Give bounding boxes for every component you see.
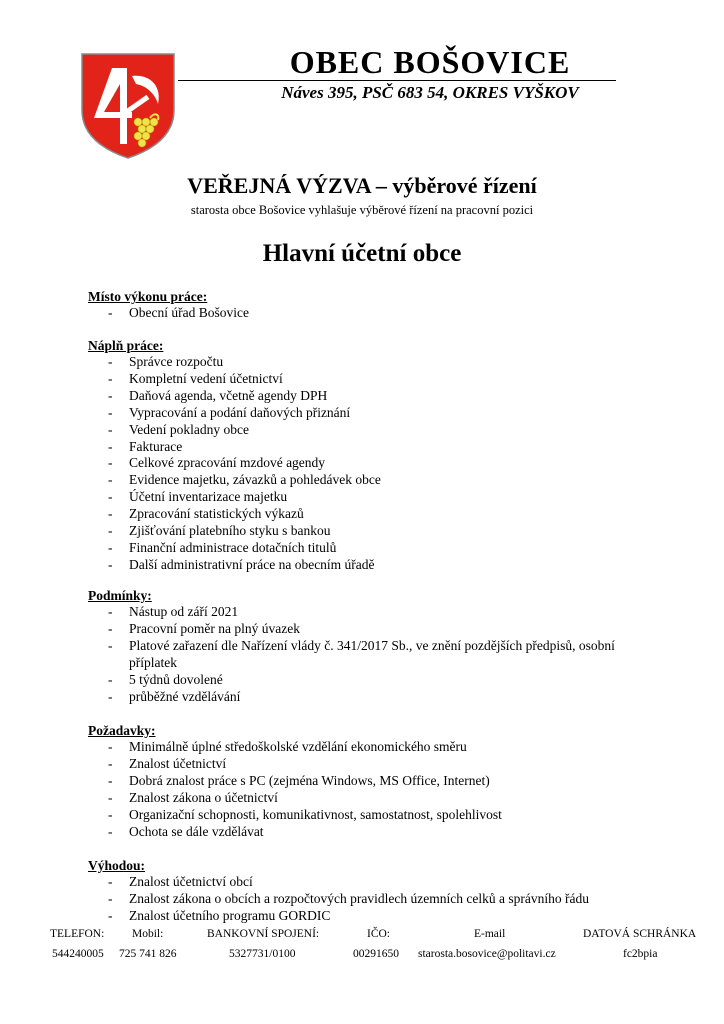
section-heading: Náplň práce: xyxy=(88,338,164,353)
section-heading: Místo výkonu práce: xyxy=(88,289,208,304)
list-item: - Znalost zákona o účetnictví xyxy=(108,789,278,805)
item-list xyxy=(88,874,688,925)
list-item: - Znalost účetnictví xyxy=(108,755,227,771)
item-list xyxy=(88,305,688,322)
footer-label-bank: BANKOVNÍ SPOJENÍ: xyxy=(207,928,320,940)
list-item: - Vedení pokladny obce xyxy=(108,421,249,437)
list-item: - Znalost zákona o obcích a rozpočtových pravidlech územních celků a správního řádu xyxy=(108,890,589,906)
list-item: - Pracovní poměr na plný úvazek xyxy=(108,620,300,636)
footer-phone: 544240005 xyxy=(52,948,104,960)
footer-email[interactable]: starosta.bosovice@politavi.cz xyxy=(418,948,556,960)
list-item: - průběžné vzdělávání xyxy=(108,688,241,704)
section-heading: Výhodou: xyxy=(88,858,146,873)
list-item: - Platové zařazení dle Nařízení vlády č. 341/2017 Sb., ve znění pozdějších předpisů, osobní příplatek xyxy=(108,637,615,670)
page-subtitle: starosta obce Bošovice vyhlašuje výběrové řízení na pracovní pozici xyxy=(190,203,534,217)
list-item: - Znalost účetního programu GORDIC xyxy=(108,907,331,923)
section-advantages xyxy=(88,857,688,925)
list-item: - Vypracování a podání daňových přiznání xyxy=(108,404,351,420)
list-item: - Ochota se dále vzdělávat xyxy=(108,823,264,839)
list-item: - Organizační schopnosti, komunikativnost, samostatnost, spolehlivost xyxy=(108,806,502,822)
footer-mobile: 725 741 826 xyxy=(119,948,177,960)
list-item: - 5 týdnů dovolené xyxy=(108,671,223,687)
section-heading: Požadavky: xyxy=(88,723,156,738)
list-item: - Dobrá znalost práce s PC (zejména Windows, MS Office, Internet) xyxy=(108,772,490,788)
header-rule xyxy=(178,80,616,81)
footer-label-email: E-mail xyxy=(474,928,506,940)
list-item: - Celkové zpracování mzdové agendy xyxy=(108,455,326,471)
section-heading: Podmínky: xyxy=(88,588,152,603)
footer-label-ico: IČO: xyxy=(367,928,390,940)
footer-databox: fc2bpia xyxy=(623,948,658,960)
list-item: - Účetní inventarizace majetku xyxy=(108,489,288,505)
section-conditions xyxy=(88,587,688,705)
section-requirements xyxy=(88,722,688,840)
list-item: - Evidence majetku, závazků a pohledávek obce xyxy=(108,472,381,488)
item-list xyxy=(88,354,688,574)
list-item: - Další administrativní práce na obecním úřadě xyxy=(108,556,375,572)
footer-label-databox: DATOVÁ SCHRÁNKA xyxy=(583,928,697,940)
item-list xyxy=(88,604,618,705)
list-item: - Zjišťování platebního styku s bankou xyxy=(108,523,331,539)
section-job-duties xyxy=(88,337,688,574)
footer-bank-account: 5327731/0100 xyxy=(229,948,296,960)
list-item: - Fakturace xyxy=(108,438,183,454)
page-title: VEŘEJNÁ VÝZVA – výběrové řízení xyxy=(187,173,537,198)
list-item: - Nástup od září 2021 xyxy=(108,604,239,619)
list-item: - Zpracování statistických výkazů xyxy=(108,506,304,522)
list-item: - Minimálně úplné středoškolské vzdělání ekonomického směru xyxy=(108,739,467,754)
section-workplace xyxy=(88,288,688,322)
footer-ico: 00291650 xyxy=(353,948,399,960)
footer-label-phone: TELEFON: xyxy=(50,928,105,940)
org-name: OBEC BOŠOVICE xyxy=(289,44,571,80)
list-item: - Daňová agenda, včetně agendy DPH xyxy=(108,387,328,403)
position-title: Hlavní účetní obce xyxy=(262,240,462,267)
list-item: - Finanční administrace dotačních titulů xyxy=(108,539,337,555)
list-item: - Obecní úřad Bošovice xyxy=(108,305,249,320)
list-item: - Správce rozpočtu xyxy=(108,354,224,369)
footer-label-mobile: Mobil: xyxy=(132,928,164,940)
item-list xyxy=(88,739,688,840)
list-item: - Kompletní vedení účetnictví xyxy=(108,370,283,386)
list-item: - Znalost účetnictví obcí xyxy=(108,874,253,889)
org-address: Náves 395, PSČ 683 54, OKRES VYŠKOV xyxy=(281,83,579,102)
